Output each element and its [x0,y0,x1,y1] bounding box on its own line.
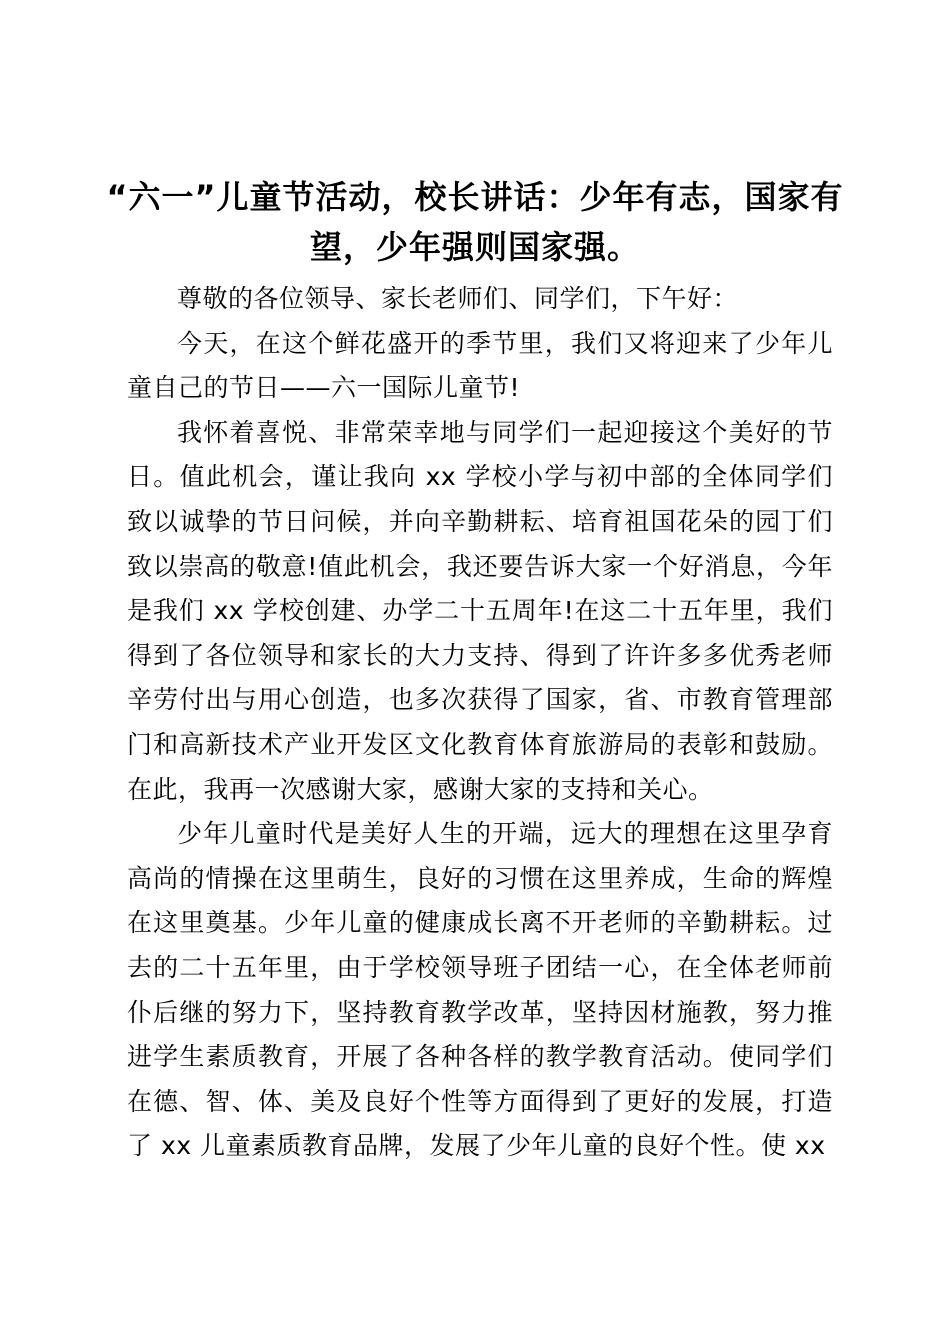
document-title: “六一”儿童节活动，校长讲话：少年有志，国家有望，少年强则国家强。 [106,178,844,266]
body-paragraph: 今天，在这个鲜花盛开的季节里，我们又将迎来了少年儿童自己的节日——六一国际儿童节! [127,328,833,403]
body-paragraph: 少年儿童时代是美好人生的开端，远大的理想在这里孕育高尚的情操在这里萌生，良好的习惯在这里养成，生命的辉煌在这里奠基。少年儿童的健康成长离不开老师的辛勤耕耘。过去的二十五年里，由于学校领导班子团结一心，在全体老师前仆后继的努力下，坚持教育教学改革，坚持因材施教，努力推进学生素质教育，开展了各种各样的教学教育活动。使同学们在德、智、体、美及良好个性等方面得到了更好的发展，打造了 xx 儿童素质教育品牌，发展了少年儿童的良好个性。使 xx [127,819,833,1161]
greeting-paragraph: 尊敬的各位领导、家长老师们、同学们，下午好： [177,284,739,313]
body-paragraph: 我怀着喜悦、非常荣幸地与同学们一起迎接这个美好的节日。值此机会，谨让我向 xx 学校小学与初中部的全体同学们致以诚挚的节日问候，并向辛勤耕耘、培育祖国花朵的园丁们致以崇高的敬意!值此机会，我还要告诉大家一个好消息，今年是我们 xx 学校创建、办学二十五周年!在这二十五年里，我们得到了各位领导和家长的大力支持、得到了许许多多优秀老师辛劳付出与用心创造，也多次获得了国家，省、市教育管理部门和高新技术产业开发区文化教育体育旅游局的表彰和鼓励。在此，我再一次感谢大家，感谢大家的支持和关心。 [127,417,833,804]
document-body [127,277,833,1169]
